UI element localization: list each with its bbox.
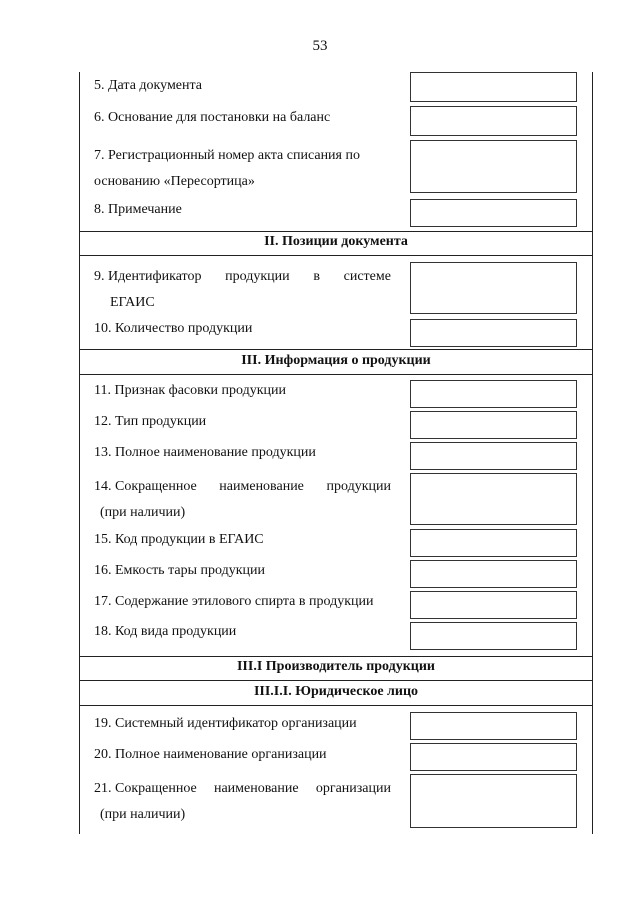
section-3-1-1-bottom-rule: [79, 705, 593, 706]
row-18-field[interactable]: [410, 622, 577, 650]
row-10-field[interactable]: [410, 319, 577, 347]
row-21-label: 21. Сокращенное наименование организации (при наличии): [94, 781, 391, 822]
row-20-field[interactable]: [410, 743, 577, 771]
row-7-field[interactable]: [410, 140, 577, 193]
row-19-field[interactable]: [410, 712, 577, 740]
row-5-field[interactable]: [410, 72, 577, 102]
section-3-bottom-rule: [79, 374, 593, 375]
row-18-label: 18. Код вида продукции: [94, 624, 237, 639]
section-3-heading: III. Информация о продукции: [241, 353, 431, 368]
row-9-field[interactable]: [410, 262, 577, 314]
row-6-field[interactable]: [410, 106, 577, 136]
row-6-label: 6. Основание для постановки на баланс: [94, 110, 331, 125]
row-12-field[interactable]: [410, 411, 577, 439]
row-13-label: 13. Полное наименование продукции: [94, 445, 316, 460]
row-21-field[interactable]: [410, 774, 577, 828]
section-3-1-heading: III.I Производитель продукции: [236, 659, 436, 674]
row-15-label: 15. Код продукции в ЕГАИС: [94, 532, 264, 547]
row-17-label: 17. Содержание этилового спирта в продукции: [94, 594, 374, 609]
row-8-label: 8. Примечание: [94, 202, 182, 217]
row-14-label: 14. Сокращенное наименование продукции (при наличии): [94, 479, 391, 520]
row-10-label: 10. Количество продукции: [94, 321, 253, 336]
section-3-top-rule: [79, 349, 593, 350]
row-12-label: 12. Тип продукции: [94, 414, 207, 429]
section-2-bottom-rule: [79, 255, 593, 256]
section-2-heading: II. Позиции документа: [264, 234, 408, 249]
row-7-label: 7. Регистрационный номер акта списания по основанию «Пересортица»: [94, 148, 360, 189]
row-17-field[interactable]: [410, 591, 577, 619]
row-11-label: 11. Признак фасовки продукции: [94, 383, 287, 398]
row-20-label: 20. Полное наименование организации: [94, 747, 327, 762]
section-3-1-top-rule: [79, 656, 593, 657]
section-2-top-rule: [79, 231, 593, 232]
row-16-field[interactable]: [410, 560, 577, 588]
page-number: 53: [312, 38, 328, 54]
row-8-field[interactable]: [410, 199, 577, 227]
row-13-field[interactable]: [410, 442, 577, 470]
row-14-field[interactable]: [410, 473, 577, 525]
row-11-field[interactable]: [410, 380, 577, 408]
table-right-border: [592, 72, 593, 834]
section-3-1-1-heading: III.I.I. Юридическое лицо: [253, 684, 419, 699]
row-16-label: 16. Емкость тары продукции: [94, 563, 265, 578]
table-left-border: [79, 72, 80, 834]
row-19-label: 19. Системный идентификатор организации: [94, 716, 357, 731]
section-3-1-bottom-rule: [79, 680, 593, 681]
row-15-field[interactable]: [410, 529, 577, 557]
row-9-label: 9. Идентификатор продукции в системе ЕГАИС: [94, 269, 391, 310]
row-5-label: 5. Дата документа: [94, 78, 203, 93]
